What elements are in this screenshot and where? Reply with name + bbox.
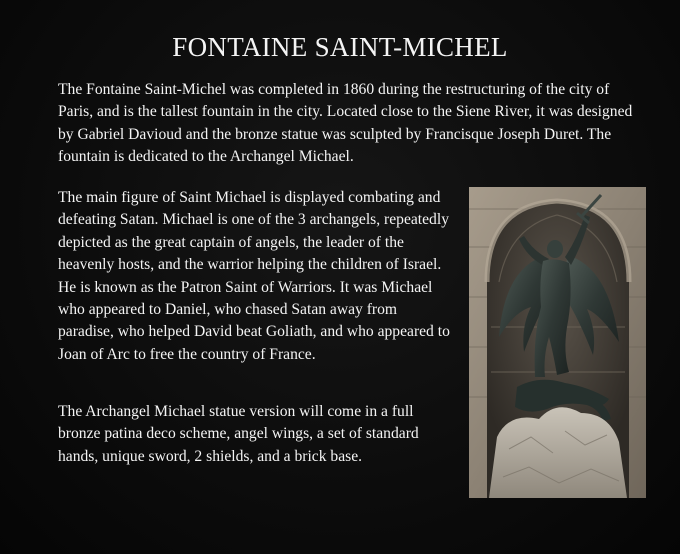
page-title: FONTAINE SAINT-MICHEL xyxy=(172,32,508,62)
statue-illustration xyxy=(469,187,646,498)
description-paragraph: The main figure of Saint Michael is displayed combating and defeating Satan. Michael is one of the 3 archangels, repeatedly depicted as the great captain of angels, the leader of the heavenly hosts, and the warrior helping the children of Israel. He is known as the Patron Saint of Warriors. It was Michael who appeared to Daniel, who chased Satan away from paradise, who helped David beat Goliath, and who appeared to Joan of Arc to free the country of France. xyxy=(58,189,450,363)
product-paragraph: The Archangel Michael statue version will come in a full bronze patina deco scheme, angel wings, a set of standard hands, unique sword, 2 shields, and a brick base. xyxy=(58,403,419,465)
statue-photo xyxy=(469,187,646,498)
intro-paragraph: The Fontaine Saint-Michel was completed in 1860 during the restructuring of the city of Paris, and is the tallest fountain in the city. Located close to the Siene River, it was designed by Gabriel Davioud and the bronze statue was sculpted by Francisque Joseph Duret. The fountain is dedicated to the Archangel Michael. xyxy=(58,81,633,166)
